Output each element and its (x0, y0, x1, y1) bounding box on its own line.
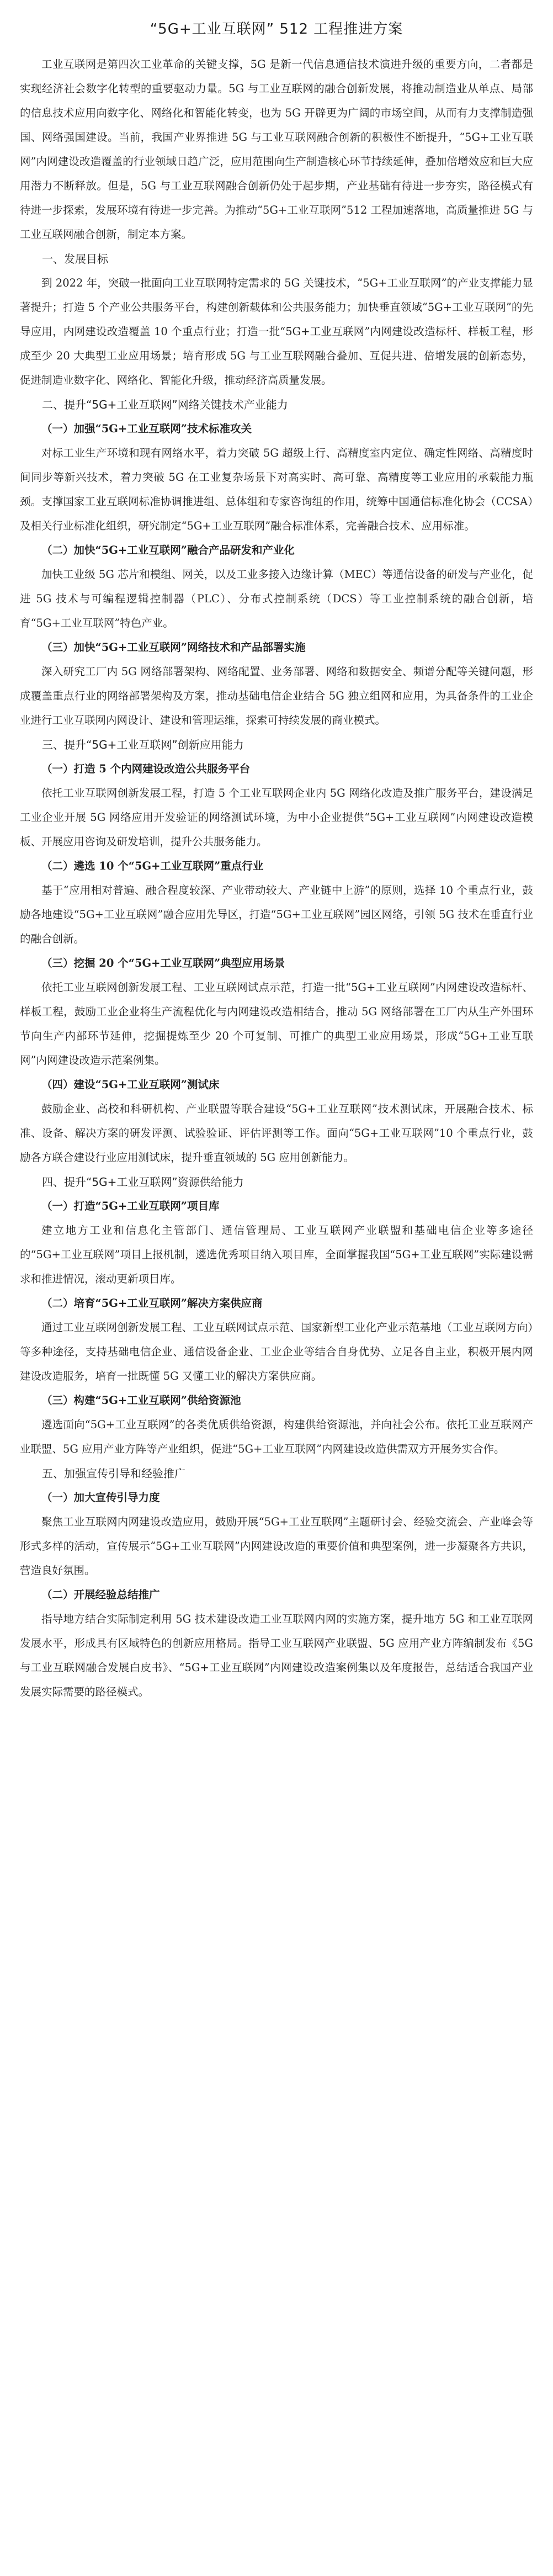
section-3-sub-4-paragraph: 鼓励企业、高校和科研机构、产业联盟等联合建设“5G+工业互联网”技术测试床，开展融合技术、标准、设备、解决方案的研发评测、试验验证、评估评测等工作。面向“5G+工业互联网”10 个重点行业，鼓励各方联合建设行业应用测试床，提升垂直领域的 5G 应用创新能力。 (20, 1103, 533, 1164)
section-4-sub-2-heading: （二）培育“5G+工业互联网”解决方案供应商 (41, 1297, 263, 1310)
section-4-sub-1-paragraph: 建立地方工业和信息化主管部门、通信管理局、工业互联网产业联盟和基础电信企业等多途径的“5G+工业互联网”项目上报机制，遴选优秀项目纳入项目库，全面掌握我国“5G+工业互联网”实际建设需求和推进情况，滚动更新项目库。 (20, 1224, 533, 1285)
section-2-sub-3-heading: （三）加快“5G+工业互联网”网络技术和产品部署实施 (41, 641, 306, 654)
section-2-sub-2-paragraph: 加快工业级 5G 芯片和模组、网关，以及工业多接入边缘计算（MEC）等通信设备的研发与产业化，促进 5G 技术与可编程逻辑控制器（PLC）、分布式控制系统（DCS）等工业控制系统的融合创新，培育“5G+工业互联网”特色产业。 (20, 568, 533, 629)
section-4-sub-3-paragraph: 遴选面向“5G+工业互联网”的各类优质供给资源，构建供给资源池，并向社会公布。依托工业互联网产业联盟、5G 应用产业方阵等产业组织，促进“5G+工业互联网”内网建设改造供需双方开展务实合作。 (20, 1418, 533, 1455)
section-4-heading: 四、提升“5G+工业互联网”资源供给能力 (42, 1175, 244, 1189)
section-3-sub-1-paragraph: 依托工业互联网创新发展工程，打造 5 个工业互联网企业内 5G 网络化改造及推广服务平台，建设满足工业企业开展 5G 网络应用开发验证的网络测试环境，为中小企业提供“5G+工业互联网”内网建设改造模板、开展应用咨询及研发培训，提升公共服务能力。 (20, 787, 533, 848)
section-5-sub-2-paragraph: 指导地方结合实际制定利用 5G 技术建设改造工业互联网内网的实施方案，提升地方 5G 和工业互联网发展水平，形成具有区域特色的创新应用格局。指导工业互联网产业联盟、5G 应用产业方阵编制发布《5G 与工业互联网融合发展白皮书》、“5G+工业互联网”内网建设改造案例集以及年度报告，总结适合我国产业发展实际需要的路径模式。 (20, 1613, 533, 1698)
section-5-sub-2-heading: （二）开展经验总结推广 (41, 1588, 160, 1601)
section-3-sub-3-heading: （三）挖掘 20 个“5G+工业互联网”典型应用场景 (41, 957, 285, 969)
section-3-sub-3-paragraph: 依托工业互联网创新发展工程、工业互联网试点示范，打造一批“5G+工业互联网”内网建设改造标杆、样板工程，鼓励工业企业将生产流程优化与内网建设改造相结合，推动 5G 网络部署在工厂内从生产外围环节向生产内部环节延伸，挖掘提炼至少 20 个可复制、可推广的典型工业应用场景，形成“5G+工业互联网”内网建设改造示范案例集。 (20, 981, 533, 1067)
section-3-sub-1-heading: （一）打造 5 个内网建设改造公共服务平台 (41, 762, 251, 775)
section-3-sub-2-paragraph: 基于“应用相对普遍、融合程度较深、产业带动较大、产业链中上游”的原则，选择 10 个重点行业，鼓励各地建设“5G+工业互联网”融合应用先导区，打造“5G+工业互联网”园区网络，引领 5G 技术在垂直行业的融合创新。 (20, 884, 533, 945)
section-5-sub-1-paragraph: 聚焦工业互联网内网建设改造应用，鼓励开展“5G+工业互联网”主题研讨会、经验交流会、产业峰会等形式多样的活动，宣传展示“5G+工业互联网”内网建设改造的重要价值和典型案例，进一步凝聚各方共识，营造良好氛围。 (20, 1515, 533, 1577)
section-2-sub-1-paragraph: 对标工业生产环境和现有网络水平，着力突破 5G 超级上行、高精度室内定位、确定性网络、高精度时间同步等新兴技术，着力突破 5G 在工业复杂场景下对高实时、高可靠、高精度等工业应用的承载能力瓶颈。支撑国家工业互联网标准协调推进组、总体组和专家咨询组的作用，统筹中国通信标准化协会（CCSA）及相关行业标准化组织，研究制定“5G+工业互联网”融合标准体系，完善融合技术、应用标准。 (20, 447, 533, 532)
section-2-sub-2-heading: （二）加快“5G+工业互联网”融合产品研发和产业化 (41, 544, 295, 556)
section-4-sub-2-paragraph: 通过工业互联网创新发展工程、工业互联网试点示范、国家新型工业化产业示范基地（工业互联网方向）等多种途径，支持基础电信企业、通信设备企业、工业企业等结合自身优势、立足各自主业，积极开展内网建设改造服务，培育一批既懂 5G 又懂工业的解决方案供应商。 (20, 1321, 533, 1382)
section-5-heading: 五、加强宣传引导和经验推广 (42, 1467, 185, 1480)
section-5-sub-1-heading: （一）加大宣传引导力度 (41, 1491, 160, 1504)
section-3-sub-2-heading: （二）遴选 10 个“5G+工业互联网”重点行业 (41, 860, 264, 872)
section-4-sub-3-heading: （三）构建“5G+工业互联网”供给资源池 (41, 1394, 241, 1407)
section-4-sub-1-heading: （一）打造“5G+工业互联网”项目库 (41, 1200, 220, 1212)
section-2-sub-3-paragraph: 深入研究工厂内 5G 网络部署架构、网络配置、业务部署、网络和数据安全、频谱分配等关键问题，形成覆盖重点行业的网络部署架构及方案，推动基础电信企业结合 5G 独立组网和应用，为具备条件的工业企业进行工业互联网内网设计、建设和管理运维，探索可持续发展的商业模式。 (20, 665, 533, 727)
section-3-heading: 三、提升“5G+工业互联网”创新应用能力 (42, 738, 244, 751)
section-2-heading: 二、提升“5G+工业互联网”网络关键技术产业能力 (42, 398, 288, 411)
section-2-sub-1-heading: （一）加强“5G+工业互联网”技术标准攻关 (41, 422, 252, 435)
section-1-paragraph: 到 2022 年，突破一批面向工业互联网特定需求的 5G 关键技术，“5G+工业互联网”的产业支撑能力显著提升；打造 5 个产业公共服务平台，构建创新载体和公共服务能力；加快垂直领域“5G+工业互联网”的先导应用，内网建设改造覆盖 10 个重点行业；打造一批“5G+工业互联网”内网建设改造标杆、样板工程，形成至少 20 大典型工业应用场景；培育形成 5G 与工业互联网融合叠加、互促共进、倍增发展的创新态势，促进制造业数字化、网络化、智能化升级，推动经济高质量发展。 (20, 277, 533, 386)
document-title: “5G+工业互联网” 512 工程推进方案 (150, 21, 403, 38)
intro-paragraph: 工业互联网是第四次工业革命的关键支撑，5G 是新一代信息通信技术演进升级的重要方向，二者都是实现经济社会数字化转型的重要驱动力量。5G 与工业互联网的融合创新发展，将推动制造业从单点、局部的信息技术应用向数字化、网络化和智能化转变，也为 5G 开辟更为广阔的市场空间，从而有力支撑制造强国、网络强国建设。当前，我国产业界推进 5G 与工业互联网融合创新的积极性不断提升，“5G+工业互联网”内网建设改造覆盖的行业领域日趋广泛，应用范围向生产制造核心环节持续延伸，叠加倍增效应和巨大应用潜力不断释放。但是，5G 与工业互联网融合创新仍处于起步期，产业基础有待进一步夯实，路径模式有待进一步探索，发展环境有待进一步完善。为推动“5G+工业互联网”512 工程加速落地，高质量推进 5G 与工业互联网融合创新，制定本方案。 (20, 58, 533, 241)
section-3-sub-4-heading: （四）建设“5G+工业互联网”测试床 (41, 1078, 220, 1091)
section-1-heading: 一、发展目标 (42, 252, 108, 266)
